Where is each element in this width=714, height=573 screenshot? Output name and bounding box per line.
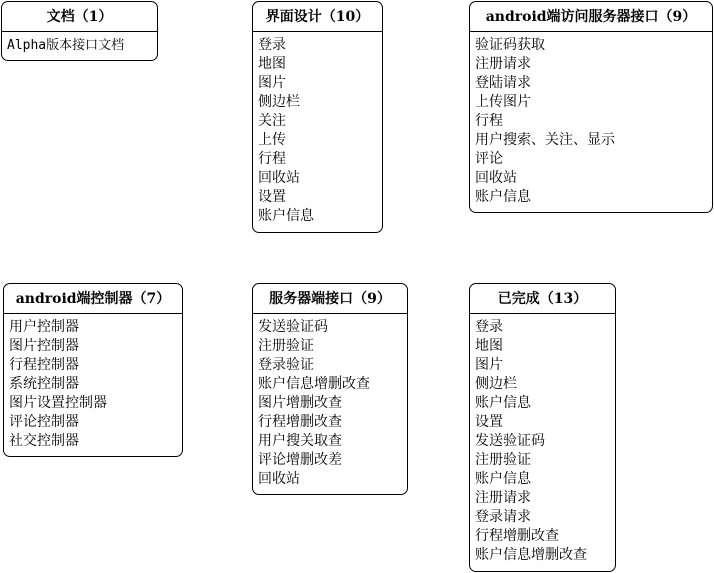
list-item: 图片 <box>258 75 286 91</box>
list-item: 注册请求 <box>475 56 531 72</box>
list-item: 图片 <box>475 357 503 373</box>
card-item-list <box>4 314 182 451</box>
list-item: 登录 <box>258 37 286 53</box>
list-item: 侧边栏 <box>475 376 517 392</box>
card-docs <box>1 1 158 61</box>
list-item: 评论 <box>475 151 503 167</box>
list-item: 回收站 <box>475 170 517 186</box>
card-title: 界面设计（10） <box>253 2 382 32</box>
card-item-list <box>2 32 157 55</box>
list-item: 评论控制器 <box>9 414 79 430</box>
card-android-controllers <box>3 283 183 457</box>
card-item-list <box>253 32 382 226</box>
card-item-list <box>253 314 407 489</box>
list-item: 侧边栏 <box>258 94 300 110</box>
list-item: 上传图片 <box>475 94 531 110</box>
list-item: 注册请求 <box>475 490 531 506</box>
list-item: 地图 <box>258 56 286 72</box>
card-completed <box>469 283 616 572</box>
list-item: 注册验证 <box>258 338 314 354</box>
list-item: 设置 <box>475 414 503 430</box>
list-item: 用户控制器 <box>9 319 79 335</box>
list-item: 行程增删改查 <box>258 414 342 430</box>
list-item: 地图 <box>475 338 503 354</box>
list-item: 账户信息 <box>475 395 531 411</box>
card-android-server-access <box>469 1 713 213</box>
list-item: 系统控制器 <box>9 376 79 392</box>
list-item: 登录验证 <box>258 357 314 373</box>
list-item: 登陆请求 <box>475 75 531 91</box>
list-item: 账户信息增删改查 <box>475 547 587 563</box>
list-item: 行程 <box>475 113 503 129</box>
list-item: 发送验证码 <box>475 433 545 449</box>
list-item: 用户搜索、关注、显示 <box>475 132 615 148</box>
card-title: android端访问服务器接口（9） <box>470 2 712 32</box>
list-item: Alpha版本接口文档 <box>7 38 125 53</box>
list-item: 图片增删改查 <box>258 395 342 411</box>
list-item: 社交控制器 <box>9 433 79 449</box>
list-item: 图片控制器 <box>9 338 79 354</box>
list-item: 关注 <box>258 113 286 129</box>
card-item-list <box>470 32 712 207</box>
list-item: 账户信息增删改查 <box>258 376 370 392</box>
list-item: 账户信息 <box>258 208 314 224</box>
list-item: 行程增删改查 <box>475 528 559 544</box>
list-item: 用户搜关取查 <box>258 433 342 449</box>
card-ui-design <box>252 1 383 233</box>
card-title: 服务器端接口（9） <box>253 284 407 314</box>
list-item: 行程控制器 <box>9 357 79 373</box>
list-item: 发送验证码 <box>258 319 328 335</box>
list-item: 评论增删改差 <box>258 452 342 468</box>
list-item: 设置 <box>258 189 286 205</box>
list-item: 账户信息 <box>475 471 531 487</box>
list-item: 行程 <box>258 151 286 167</box>
card-server-interfaces <box>252 283 408 495</box>
list-item: 注册验证 <box>475 452 531 468</box>
card-title: 已完成（13） <box>470 284 615 314</box>
list-item: 图片设置控制器 <box>9 395 107 411</box>
card-title: android端控制器（7） <box>4 284 182 314</box>
list-item: 登录请求 <box>475 509 531 525</box>
list-item: 上传 <box>258 132 286 148</box>
list-item: 回收站 <box>258 471 300 487</box>
list-item: 账户信息 <box>475 189 531 205</box>
card-title: 文档（1） <box>2 2 157 32</box>
card-item-list <box>470 314 615 565</box>
list-item: 登录 <box>475 319 503 335</box>
list-item: 回收站 <box>258 170 300 186</box>
list-item: 验证码获取 <box>475 37 545 53</box>
